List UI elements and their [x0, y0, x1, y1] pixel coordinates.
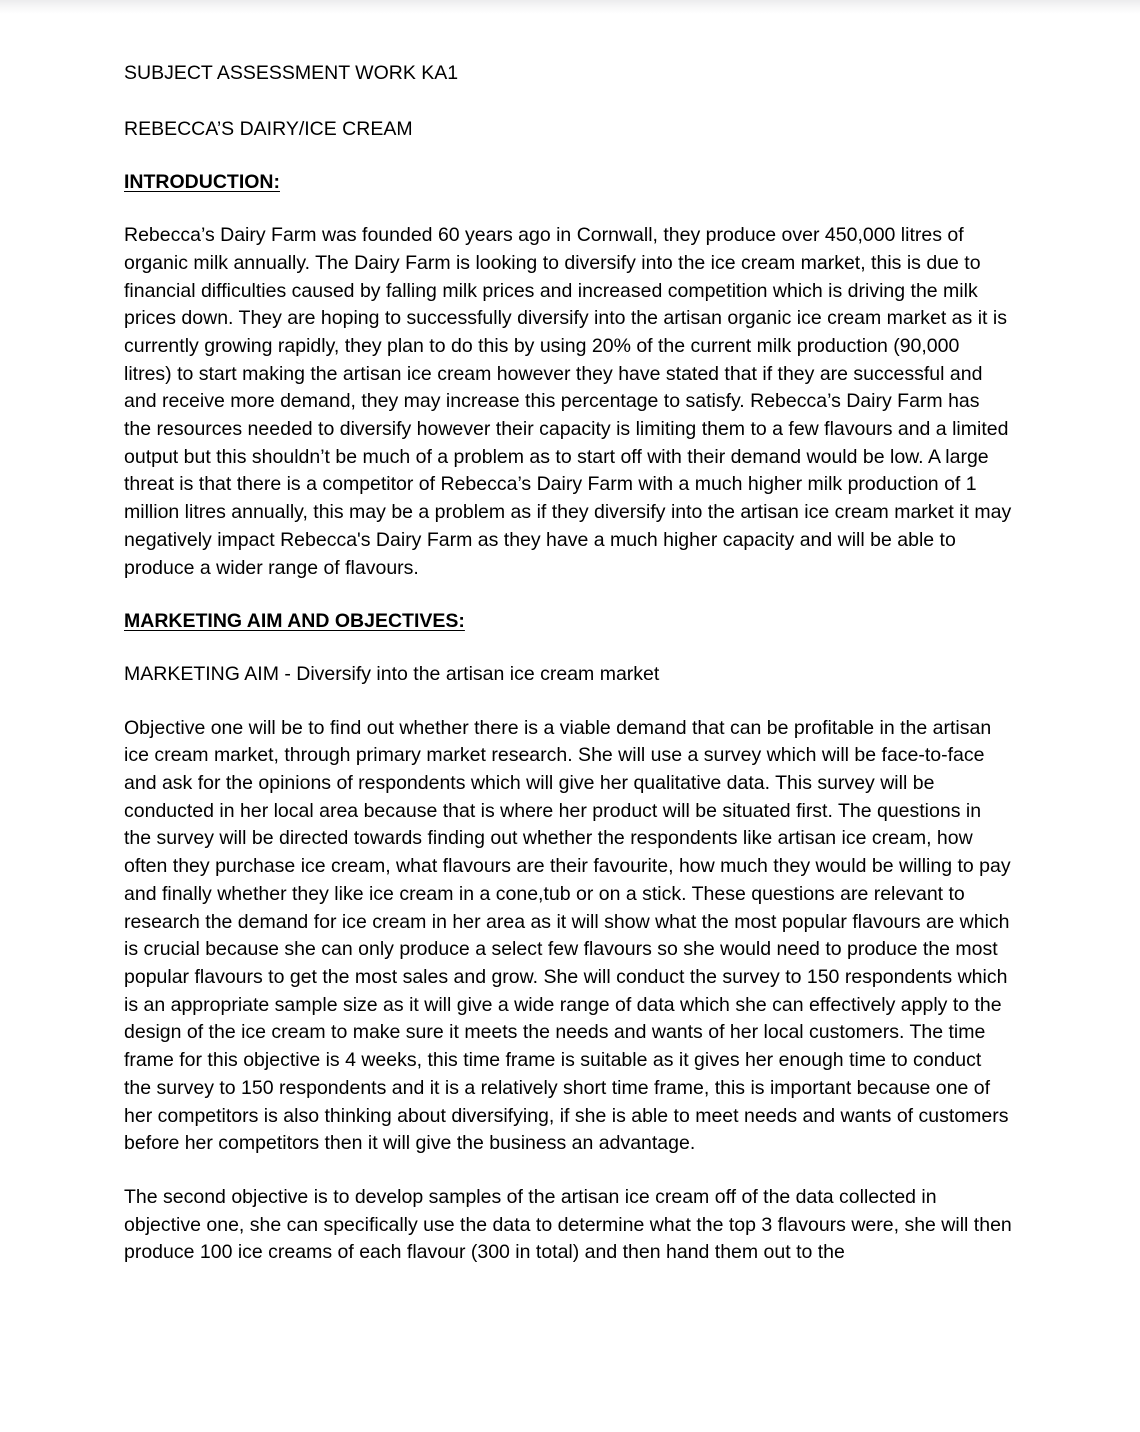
heading-marketing-aim-and-objectives: MARKETING AIM AND OBJECTIVES: — [124, 610, 465, 633]
paragraph-objective-two: The second objective is to develop samples of the artisan ice cream off of the data collected in objective one, she can specifically use the data to determine what the top 3 flavours were, she will then produce 100 ice creams of each flavour (300 in total) and then hand them out to the — [124, 1185, 1012, 1264]
paragraph-introduction: Rebecca’s Dairy Farm was founded 60 years ago in Cornwall, they produce over 450,000 litres of organic milk annually. The Dairy Farm is looking to diversify into the ice cream market, this is due to financial difficulties caused by falling milk prices and increased competition which is driving the milk prices down. They are hoping to successfully diversify into the artisan organic ice cream market as it is currently growing rapidly, they plan to do this by using 20% of the current milk production (90,000 litres) to start making the artisan ice cream however they have stated that if they are successful and and receive more demand, they may increase this percentage to satisfy. Rebecca’s Dairy Farm has the resources needed to diversify however their capacity is limiting them to a few flavours and a limited output but this shouldn’t be much of a problem as to start off with their demand would be low. A large threat is that there is a competitor of Rebecca’s Dairy Farm with a much higher milk production of 1 million litres annually, this may be a problem as if they diversify into the artisan ice cream market it may negatively impact Rebecca's Dairy Farm as they have a much higher capacity and will be able to produce a wider range of flavours. — [124, 224, 1012, 579]
document-body — [124, 60, 1012, 1293]
document-title: SUBJECT ASSESSMENT WORK KA1 — [124, 62, 459, 84]
heading-introduction: INTRODUCTION: — [124, 171, 280, 194]
page-top-edge-shading — [0, 0, 1140, 14]
document-subtitle: REBECCA’S DAIRY/ICE CREAM — [124, 117, 413, 140]
marketing-aim-line: MARKETING AIM - Diversify into the artisan ice cream market — [124, 662, 660, 685]
paragraph-objective-one: Objective one will be to find out whether there is a viable demand that can be profitable in the artisan ice cream market, through primary market research. She will use a survey which will be face-to-face and ask for the opinions of respondents which will give her qualitative data. This survey will be conducted in her local area because that is where her product will be situated first. The questions in the survey will be directed towards finding out whether the respondents like artisan ice cream, how often they purchase ice cream, what flavours are their favourite, how much they would be willing to pay and finally whether they like ice cream in a cone,tub or on a stick. These questions are relevant to research the demand for ice cream in her area as it will show what the most popular flavours are which is crucial because she can only produce a select few flavours so she would need to produce the most popular flavours to get the most sales and grow. She will conduct the survey to 150 respondents which is an appropriate sample size as it will give a wide range of data which she can effectively apply to the design of the ice cream to make sure it meets the needs and wants of her local customers. The time frame for this objective is 4 weeks, this time frame is suitable as it gives her enough time to conduct the survey to 150 respondents and it is a relatively short time frame, this is important because one of her competitors is also thinking about diversifying, if she is able to meet needs and wants of customers before her competitors then it will give the business an advantage. — [124, 716, 1011, 1155]
